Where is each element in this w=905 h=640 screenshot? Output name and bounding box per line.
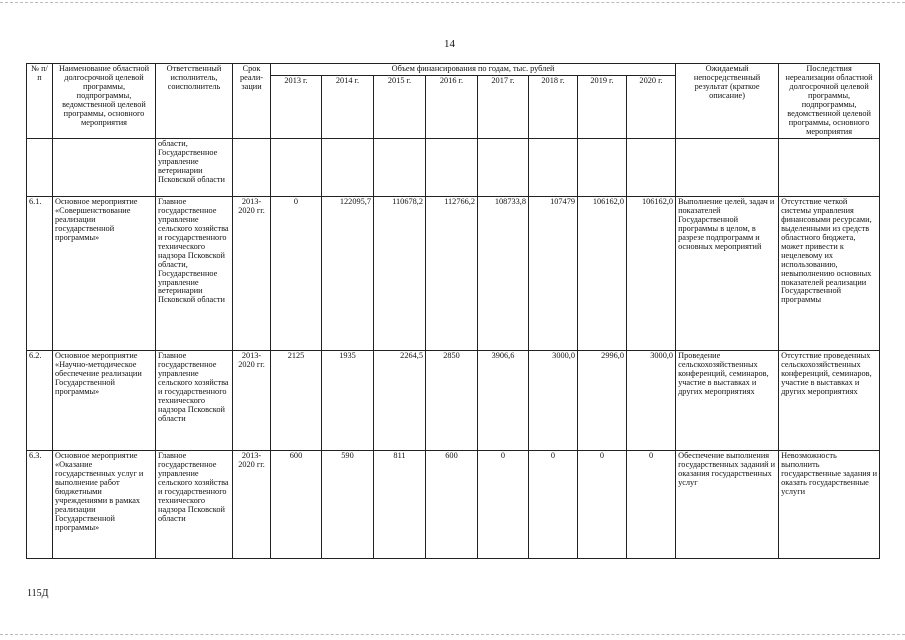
header-consequences: Последствия нереализации областной долгосрочной целевой программы, подпрограммы, ведомственной целевой программы, основного мероприятия: [779, 64, 880, 139]
header-year: 2015 г.: [374, 75, 426, 138]
row-value: 2125: [271, 350, 322, 450]
row-value: 600: [426, 450, 478, 558]
row-value: 108733,8: [478, 196, 529, 350]
row-value: 0: [529, 450, 578, 558]
row-value: 0: [478, 450, 529, 558]
row-program-name: Основное мероприятие «Научно-методическое обеспечение реализации Государственной программы»: [53, 350, 156, 450]
row-consequence: Отсутствие четкой системы управления финансовыми ресурсами, выделенными из средств областного бюджета, может привести к нецелевому их использованию, невыполнению основных показателей реализации Государственной программы: [779, 196, 880, 350]
row-number: 6.1.: [27, 196, 53, 350]
row-value: 600: [271, 450, 322, 558]
row-value: 1935: [322, 350, 374, 450]
header-year: 2020 г.: [627, 75, 676, 138]
row-value: 2996,0: [578, 350, 627, 450]
row-term: 2013- 2020 гг.: [233, 350, 271, 450]
header-no: № п/п: [27, 64, 53, 139]
row-consequence: Отсутствие проведенных сельскохозяйственных конференций, семинаров, участие в выставках и других мероприятиях: [779, 350, 880, 450]
continuation-responsible: области, Государственное управление ветеринарии Псковской области: [156, 138, 233, 196]
header-year: 2014 г.: [322, 75, 374, 138]
header-year: 2018 г.: [529, 75, 578, 138]
row-expected-result: Обеспечение выполнения государственных заданий и оказания государственных услуг: [676, 450, 779, 558]
funding-table: [26, 63, 880, 559]
row-value: 106162,0: [578, 196, 627, 350]
row-expected-result: Проведение сельскохозяйственных конференций, семинаров, участие в выставках и других мероприятиях: [676, 350, 779, 450]
table-row: [27, 196, 880, 350]
table-row: [27, 350, 880, 450]
row-value: 3000,0: [529, 350, 578, 450]
row-number: 6.2.: [27, 350, 53, 450]
row-value: 122095,7: [322, 196, 374, 350]
header-row: [27, 64, 880, 76]
row-value: 0: [627, 450, 676, 558]
scan-edge-top: [0, 2, 905, 3]
footer-code: 115Д: [27, 588, 49, 599]
header-program-name: Наименование областной долгосрочной целевой программы, подпрограммы, ведомственной целевой программы, основного мероприятия: [53, 64, 156, 139]
row-expected-result: Выполнение целей, задач и показателей Государственной программы в целом, в разрезе подпрограмм и основных мероприятий: [676, 196, 779, 350]
row-term: 2013- 2020 гг.: [233, 450, 271, 558]
row-value: 3906,6: [478, 350, 529, 450]
row-value: 590: [322, 450, 374, 558]
row-responsible: Главное государственное управление сельского хозяйства и государственного технического надзора Псковской области, Государственное управление ветеринарии Псковской области: [156, 196, 233, 350]
row-value: 0: [271, 196, 322, 350]
row-value: 3000,0: [627, 350, 676, 450]
row-value: 110678,2: [374, 196, 426, 350]
header-year: 2013 г.: [271, 75, 322, 138]
row-value: 0: [578, 450, 627, 558]
header-term: Срок реали- зации: [233, 64, 271, 139]
row-value: 107479: [529, 196, 578, 350]
continuation-row: [27, 138, 880, 196]
header-year: 2016 г.: [426, 75, 478, 138]
header-expected-result: Ожидаемый непосредственный результат (краткое описание): [676, 64, 779, 139]
header-year: 2017 г.: [478, 75, 529, 138]
row-program-name: Основное мероприятие «Совершенствование реализации государственной программы»: [53, 196, 156, 350]
row-value: 106162,0: [627, 196, 676, 350]
page-number: 14: [444, 38, 455, 50]
row-program-name: Основное мероприятие «Оказание государственных услуг и выполнение работ бюджетными учреждениями в рамках реализации Государственной программы»: [53, 450, 156, 558]
row-responsible: Главное государственное управление сельского хозяйства и государственного технического надзора Псковской области: [156, 450, 233, 558]
scan-edge-bottom: [0, 634, 905, 635]
row-number: 6.3.: [27, 450, 53, 558]
row-value: 112766,2: [426, 196, 478, 350]
row-value: 811: [374, 450, 426, 558]
header-responsible: Ответственный исполнитель, соисполнитель: [156, 64, 233, 139]
row-value: 2264,5: [374, 350, 426, 450]
row-value: 2850: [426, 350, 478, 450]
row-consequence: Невозможность выполнить государственные задания и оказать государственные услуги: [779, 450, 880, 558]
row-term: 2013- 2020 гг.: [233, 196, 271, 350]
header-year: 2019 г.: [578, 75, 627, 138]
header-funding: Объем финансирования по годам, тыс. рублей: [271, 64, 676, 76]
table-row: [27, 450, 880, 558]
row-responsible: Главное государственное управление сельского хозяйства и государственного технического надзора Псковской области: [156, 350, 233, 450]
